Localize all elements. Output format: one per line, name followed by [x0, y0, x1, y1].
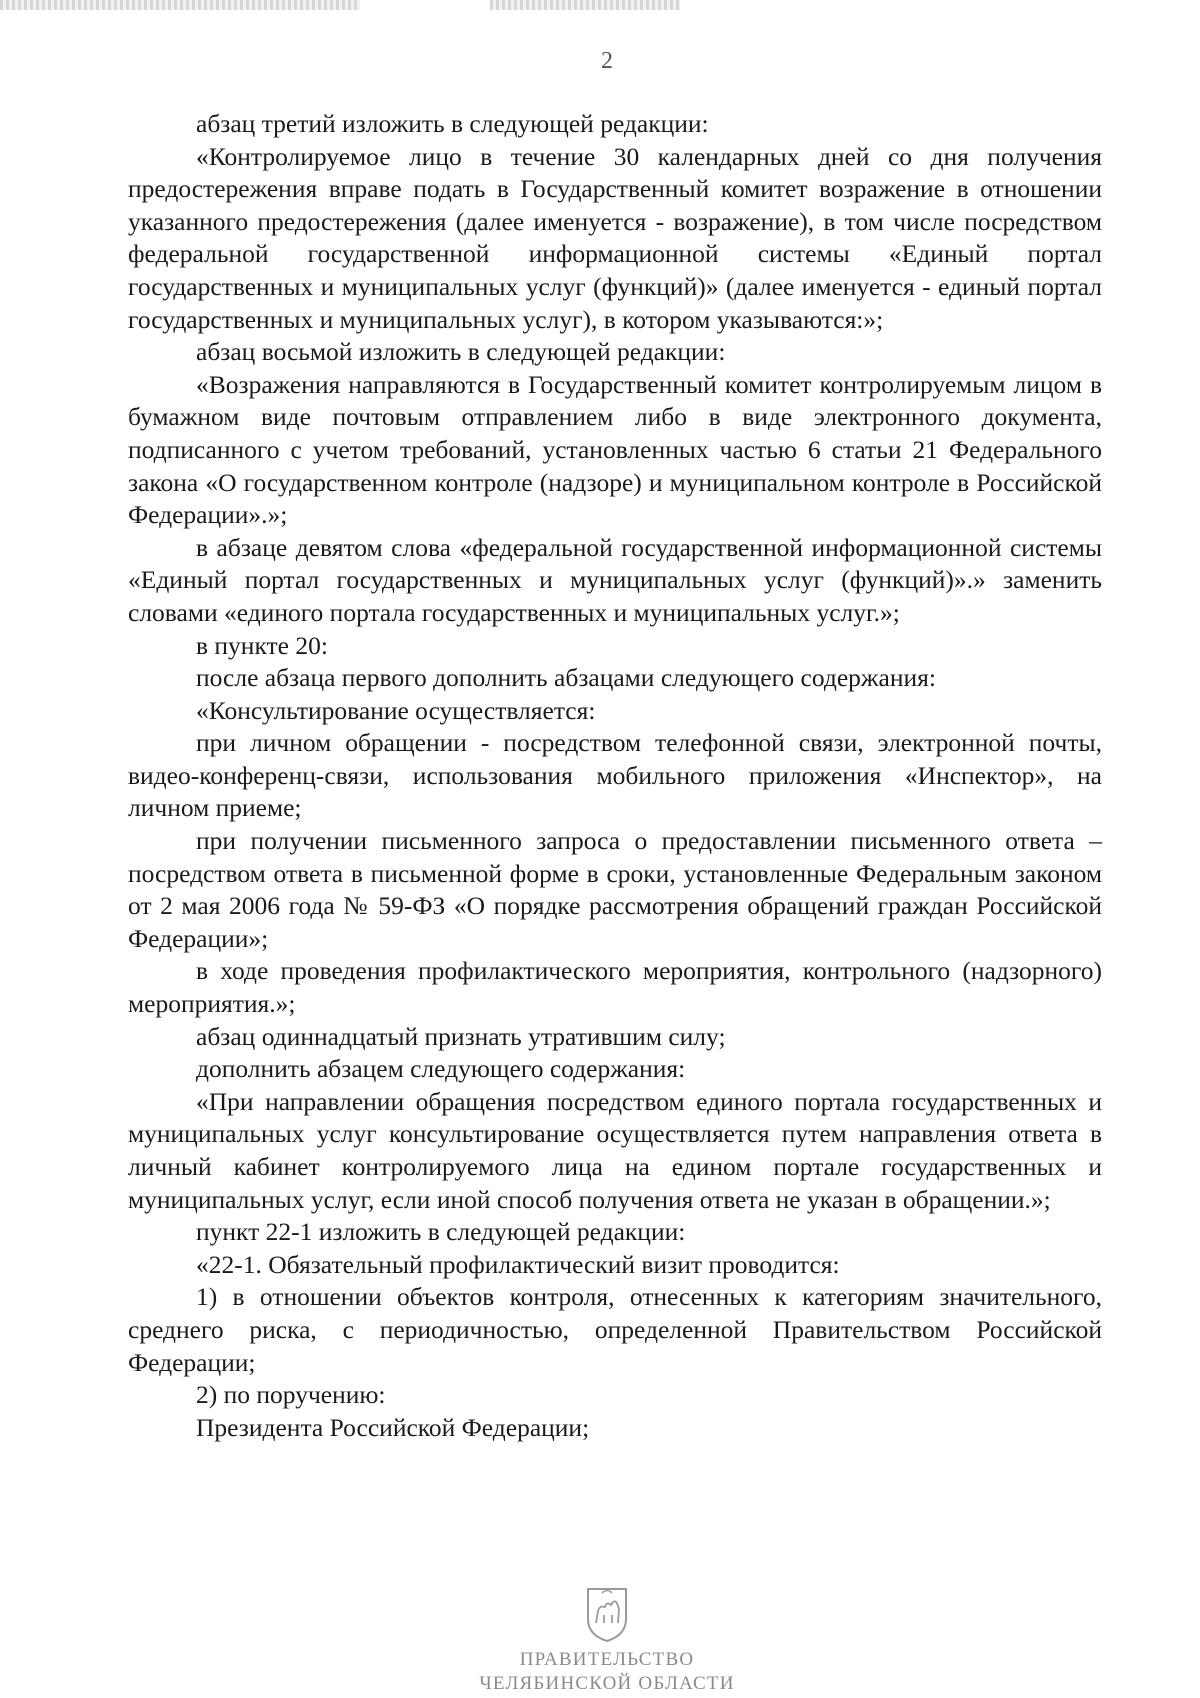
paragraph: абзац восьмой изложить в следующей редакции: [196, 337, 726, 367]
scan-artifact [0, 0, 360, 10]
chelyabinsk-camel-emblem-icon [584, 1585, 630, 1643]
government-seal [0, 1585, 1200, 1696]
paragraph: «Возражения направляются в Государственный комитет контролируемым лицом в бумажном виде почтовым отправлением либо в виде электронного документа, подписанного с учетом требований, установленных частью 6 статьи 21 Федерального закона «О государственном контроле (надзоре) и муниципальном контроле в Российской Федерации».»; [128, 369, 1102, 530]
page-number: 2 [601, 48, 613, 74]
paragraph: после абзаца первого дополнить абзацами следующего содержания: [196, 663, 936, 693]
paragraph: «22-1. Обязательный профилактический визит проводится: [196, 1249, 840, 1279]
paragraph: «Контролируемое лицо в течение 30 календарных дней со дня получения предостережения вправе подать в Государственный комитет возражение в отношении указанного предостережения (далее именуется - возражение), в том числе посредством федеральной государственной информационной системы «Единый портал государственных и муниципальных услуг (функций)» (далее именуется - единый портал государственных и муниципальных услуг), в котором указываются:»; [128, 141, 1102, 334]
paragraph: при получении письменного запроса о предоставлении письменного ответа – посредством ответа в письменной форме в сроки, установленные Федеральным законом от 2 мая 2006 года № 59-ФЗ «О порядке рассмотрения обращений граждан Российской Федерации»; [128, 826, 1102, 953]
paragraph: 2) по поручению: [196, 1380, 386, 1410]
scan-artifact [490, 0, 680, 10]
paragraph: абзац одиннадцатый признать утратившим силу; [196, 1021, 726, 1051]
paragraph: 1) в отношении объектов контроля, отнесенных к категориям значительного, среднего риска, с периодичностью, определенной Правительством Российской Федерации; [128, 1282, 1102, 1377]
paragraph: в абзаце девятом слова «федеральной государственной информационной системы «Единый портал государственных и муниципальных услуг (функций)».» заменить словами «единого портала государственных и муниципальных услуг.»; [128, 532, 1102, 627]
paragraph: при личном обращении - посредством телефонной связи, электронной почты, видео-конференц-связи, использования мобильного приложения «Инспектор», на личном приеме; [128, 728, 1102, 823]
paragraph: в пункте 20: [196, 630, 328, 660]
document-body [128, 108, 1102, 1444]
paragraph: пункт 22-1 изложить в следующей редакции: [196, 1217, 686, 1247]
paragraph: «Консультирование осуществляется: [196, 695, 596, 725]
paragraph: в ходе проведения профилактического мероприятия, контрольного (надзорного) мероприятия.»; [128, 956, 1102, 1019]
paragraph: Президента Российской Федерации; [196, 1412, 590, 1442]
footer-line-government: ПРАВИТЕЛЬСТВО [519, 1649, 695, 1670]
paragraph: абзац третий изложить в следующей редакции: [196, 109, 709, 138]
paragraph: дополнить абзацем следующего содержания: [196, 1054, 686, 1084]
footer-line-region: ЧЕЛЯБИНСКОЙ ОБЛАСТИ [479, 1673, 735, 1694]
paragraph: «При направлении обращения посредством единого портала государственных и муниципальных услуг консультирование осуществляется путем направления ответа в личный кабинет контролируемого лица на едином портале государственных и муниципальных услуг, если иной способ получения ответа не указан в обращении.»; [128, 1086, 1102, 1214]
